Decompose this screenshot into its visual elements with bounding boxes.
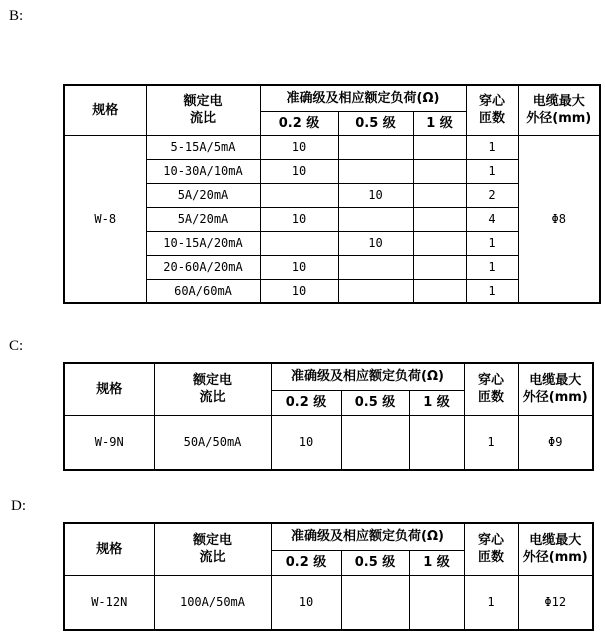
ratio-cell: 5A/20mA — [146, 183, 260, 207]
acc-05-cell — [338, 255, 413, 279]
col-header-spec: 规格 — [64, 523, 154, 575]
acc-1-cell — [413, 255, 466, 279]
col-header-turns-line2: 匝数 — [477, 390, 504, 406]
turns-cell: 1 — [466, 231, 518, 255]
header-row-1 — [64, 523, 593, 550]
col-header-acc-05: 0.5 级 — [341, 550, 409, 575]
col-header-ratio-line1: 额定电 — [192, 533, 232, 549]
acc-02-cell: 10 — [260, 135, 338, 159]
acc-05-cell — [341, 575, 409, 630]
ratio-cell: 10-15A/20mA — [146, 231, 260, 255]
acc-1-cell — [413, 183, 466, 207]
table-row — [64, 135, 600, 159]
turns-cell: 1 — [466, 135, 518, 159]
col-header-turns — [464, 523, 518, 575]
acc-02-cell: 10 — [260, 255, 338, 279]
acc-05-cell — [338, 279, 413, 303]
section-label-b: B: — [9, 8, 24, 24]
col-header-cable-line2: 外径(mm) — [522, 550, 588, 566]
col-header-cable-line1: 电缆最大 — [529, 533, 582, 549]
col-header-turns-line2: 匝数 — [478, 111, 505, 127]
cable-value-cell: Φ12 — [518, 575, 593, 630]
acc-05-cell — [341, 415, 409, 470]
header-row-1 — [64, 363, 593, 390]
col-header-acc-1: 1 级 — [409, 550, 464, 575]
col-header-turns-line2: 匝数 — [477, 550, 504, 566]
section-label-d: D: — [11, 498, 26, 514]
turns-cell: 4 — [466, 207, 518, 231]
ratio-cell: 60A/60mA — [146, 279, 260, 303]
acc-02-cell — [260, 183, 338, 207]
table-row — [64, 575, 593, 630]
table-row — [64, 415, 593, 470]
col-header-ratio — [146, 85, 260, 135]
col-header-acc-02: 0.2 级 — [260, 111, 338, 135]
ratio-cell: 50A/50mA — [154, 415, 271, 470]
acc-05-cell: 10 — [338, 183, 413, 207]
col-header-ratio-line1: 额定电 — [192, 373, 232, 389]
col-header-acc-05: 0.5 级 — [341, 390, 409, 415]
acc-02-cell: 10 — [260, 207, 338, 231]
col-header-accuracy-group: 准确级及相应额定负荷(Ω) — [260, 85, 466, 111]
col-header-cable-line1: 电缆最大 — [529, 373, 582, 389]
col-header-spec: 规格 — [64, 85, 146, 135]
col-header-cable-line2: 外径(mm) — [526, 111, 592, 127]
acc-02-cell: 10 — [271, 575, 341, 630]
spec-table-w9n — [63, 362, 594, 471]
acc-02-cell: 10 — [271, 415, 341, 470]
ratio-cell: 5A/20mA — [146, 207, 260, 231]
ratio-cell: 20-60A/20mA — [146, 255, 260, 279]
col-header-ratio-line2: 流比 — [189, 111, 216, 127]
cable-value-cell: Φ8 — [518, 135, 600, 303]
spec-value-cell: W-8 — [64, 135, 146, 303]
acc-1-cell — [413, 207, 466, 231]
spec-table-w8 — [63, 84, 601, 304]
col-header-ratio — [154, 363, 271, 415]
col-header-turns — [466, 85, 518, 135]
col-header-ratio-line2: 流比 — [199, 550, 226, 566]
col-header-cable — [518, 363, 593, 415]
turns-cell: 1 — [466, 255, 518, 279]
turns-cell: 1 — [464, 575, 518, 630]
col-header-accuracy-group: 准确级及相应额定负荷(Ω) — [271, 363, 464, 390]
col-header-ratio — [154, 523, 271, 575]
col-header-acc-1: 1 级 — [409, 390, 464, 415]
ratio-cell: 10-30A/10mA — [146, 159, 260, 183]
col-header-acc-02: 0.2 级 — [271, 390, 341, 415]
col-header-acc-1: 1 级 — [413, 111, 466, 135]
col-header-ratio-line2: 流比 — [199, 390, 226, 406]
col-header-cable-line1: 电缆最大 — [532, 94, 585, 110]
col-header-spec: 规格 — [64, 363, 154, 415]
ratio-cell: 100A/50mA — [154, 575, 271, 630]
acc-02-cell: 10 — [260, 159, 338, 183]
acc-05-cell: 10 — [338, 231, 413, 255]
col-header-cable-line2: 外径(mm) — [522, 390, 588, 406]
col-header-acc-05: 0.5 级 — [338, 111, 413, 135]
col-header-acc-02: 0.2 级 — [271, 550, 341, 575]
col-header-cable — [518, 523, 593, 575]
col-header-turns-line1: 穿心 — [478, 94, 505, 110]
turns-cell: 1 — [466, 279, 518, 303]
col-header-turns — [464, 363, 518, 415]
acc-02-cell — [260, 231, 338, 255]
acc-1-cell — [409, 415, 464, 470]
acc-1-cell — [413, 135, 466, 159]
acc-1-cell — [413, 231, 466, 255]
turns-cell: 1 — [466, 159, 518, 183]
spec-table-w12n — [63, 522, 594, 631]
turns-cell: 2 — [466, 183, 518, 207]
col-header-accuracy-group: 准确级及相应额定负荷(Ω) — [271, 523, 464, 550]
ratio-cell: 5-15A/5mA — [146, 135, 260, 159]
acc-1-cell — [413, 159, 466, 183]
spec-value-cell: W-12N — [64, 575, 154, 630]
acc-05-cell — [338, 159, 413, 183]
col-header-turns-line1: 穿心 — [477, 533, 504, 549]
spec-value-cell: W-9N — [64, 415, 154, 470]
turns-cell: 1 — [464, 415, 518, 470]
acc-1-cell — [413, 279, 466, 303]
acc-02-cell: 10 — [260, 279, 338, 303]
col-header-ratio-line1: 额定电 — [183, 94, 223, 110]
section-label-c: C: — [9, 338, 24, 354]
col-header-cable — [518, 85, 600, 135]
acc-05-cell — [338, 135, 413, 159]
cable-value-cell: Φ9 — [518, 415, 593, 470]
acc-1-cell — [409, 575, 464, 630]
header-row-1 — [64, 85, 600, 111]
acc-05-cell — [338, 207, 413, 231]
col-header-turns-line1: 穿心 — [477, 373, 504, 389]
